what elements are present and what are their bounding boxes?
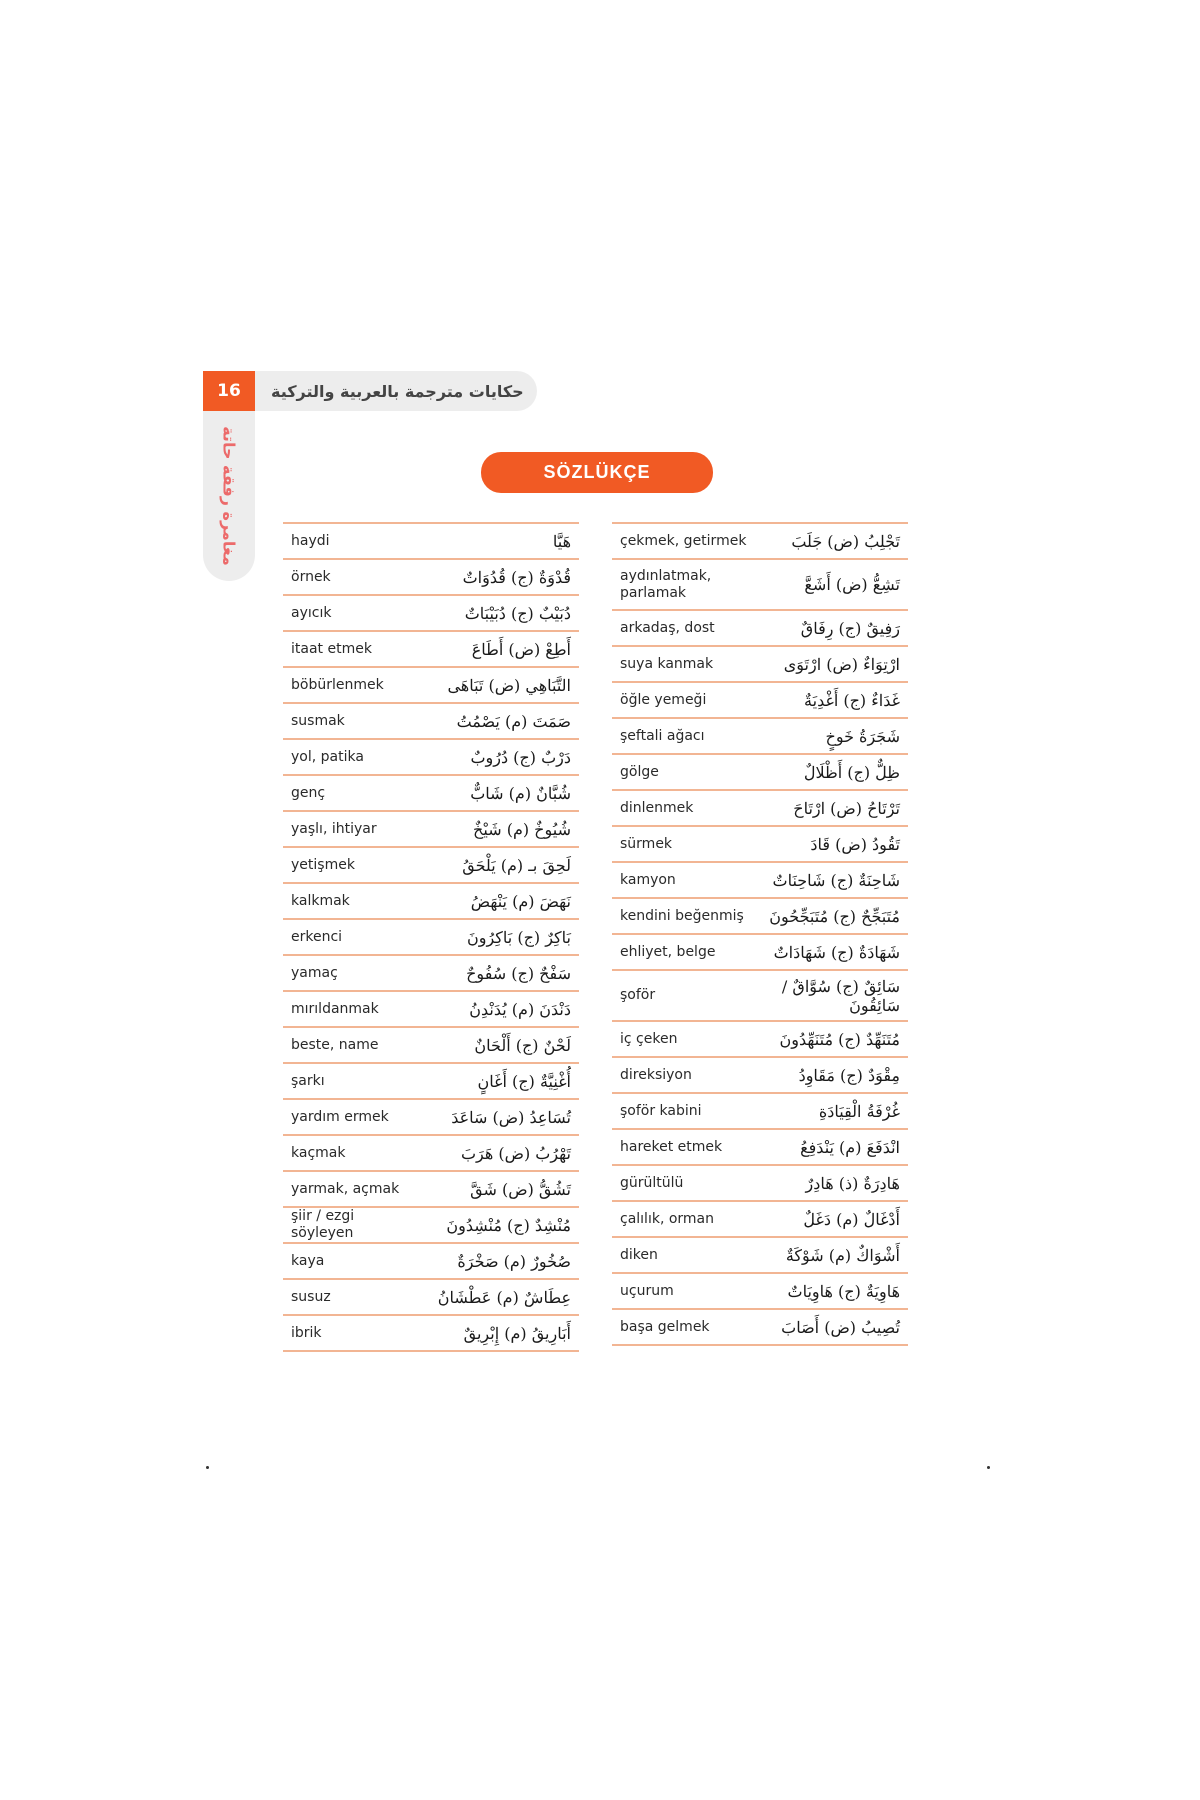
- arabic-term: شُيُوخٌ (م) شَيْخٌ: [473, 819, 571, 839]
- turkish-term: öğle yemeği: [620, 691, 707, 708]
- glossary-row: [283, 668, 579, 704]
- turkish-term: kalkmak: [291, 892, 350, 909]
- glossary-row: [612, 647, 908, 683]
- glossary-row: [612, 971, 908, 1022]
- turkish-term: itaat etmek: [291, 640, 372, 657]
- glossary-row: [283, 920, 579, 956]
- arabic-term: رَفِيقٌ (ج) رِفَاقٌ: [800, 618, 900, 638]
- arabic-term: مُتَنَهِّدٌ (ج) مُتَنَهِّدُونَ: [779, 1029, 900, 1049]
- arabic-term: أَبَارِيقُ (م) إِبْرِيقٌ: [463, 1323, 571, 1343]
- arabic-term: تَجْلِبُ (ض) جَلَبَ: [791, 531, 900, 551]
- arabic-term: شَاحِنَةٌ (ج) شَاحِنَاتٌ: [772, 870, 900, 890]
- glossary-row: [283, 884, 579, 920]
- arabic-term: تَشُقُّ (ض) شَقَّ: [470, 1179, 571, 1199]
- arabic-term: تَشِعُّ (ض) أَشَعَّ: [804, 575, 900, 594]
- arabic-term: أَشْوَاكٌ (م) شَوْكَةٌ: [785, 1245, 900, 1265]
- turkish-term: ehliyet, belge: [620, 943, 716, 960]
- turkish-term: suya kanmak: [620, 655, 714, 672]
- glossary-row: [283, 956, 579, 992]
- arabic-term: لَحْنٌ (ج) أَلْحَانٌ: [474, 1035, 571, 1055]
- arabic-term: تُصِيبُ (ض) أَصَابَ: [781, 1317, 900, 1337]
- turkish-term: beste, name: [291, 1036, 379, 1053]
- arabic-term: مُنْشِدٌ (ج) مُنْشِدُونَ: [446, 1215, 571, 1235]
- turkish-term: şoför kabini: [620, 1102, 702, 1119]
- arabic-term: دُبَيْبٌ (ج) دُبَيْبَاتٌ: [464, 603, 571, 623]
- turkish-term: gürültülü: [620, 1174, 684, 1191]
- arabic-term: تُسَاعِدُ (ض) سَاعَدَ: [451, 1107, 571, 1127]
- glossary-row: [283, 1064, 579, 1100]
- arabic-term: سَائِقٌ (ج) سُوَّاقٌ / سَائِقُونَ: [781, 976, 900, 1015]
- turkish-term: şiir / ezgi söyleyen: [291, 1208, 355, 1241]
- turkish-term: direksiyon: [620, 1066, 692, 1083]
- turkish-term: yamaç: [291, 964, 338, 981]
- glossary-row: [612, 863, 908, 899]
- glossary-row: [612, 1058, 908, 1094]
- turkish-term: çalılık, orman: [620, 1210, 715, 1227]
- turkish-term: susmak: [291, 712, 345, 729]
- turkish-term: iç çeken: [620, 1030, 678, 1047]
- arabic-term: سَفْحٌ (ج) سُفُوحٌ: [466, 963, 571, 983]
- glossary-row: [612, 560, 908, 611]
- turkish-term: haydi: [291, 532, 330, 549]
- glossary-row: [612, 524, 908, 560]
- glossary-row: [612, 827, 908, 863]
- arabic-term: مِقْوَدٌ (ج) مَقَاوِدُ: [798, 1065, 900, 1085]
- arabic-term: تَرْتَاحُ (ض) ارْتَاحَ: [793, 798, 900, 818]
- arabic-term: هَادِرَةٌ (ذ) هَادِرٌ: [805, 1173, 900, 1193]
- arabic-term: ارْتِوَاءٌ (ض) ارْتَوَى: [783, 654, 900, 674]
- turkish-term: sürmek: [620, 835, 673, 852]
- arabic-term: لَحِقَ بـ (م) يَلْحَقُ: [462, 855, 571, 875]
- glossary-row: [612, 935, 908, 971]
- glossary-row: [283, 1208, 579, 1244]
- glossary-row: [612, 683, 908, 719]
- turkish-term: uçurum: [620, 1282, 674, 1299]
- turkish-term: susuz: [291, 1288, 331, 1305]
- turkish-term: mırıldanmak: [291, 1000, 379, 1017]
- glossary-row: [612, 1130, 908, 1166]
- arabic-term: أَدْغَالٌ (م) دَغَلٌ: [803, 1209, 900, 1229]
- glossary-row: [283, 1100, 579, 1136]
- turkish-term: kamyon: [620, 871, 676, 888]
- arabic-term: نَهَضَ (م) يَنْهَضُ: [470, 891, 571, 911]
- arabic-term: تَهْرُبُ (ض) هَرَبَ: [460, 1143, 571, 1163]
- turkish-term: kendini beğenmiş: [620, 907, 744, 924]
- side-tab: [203, 411, 255, 581]
- arabic-term: أُغْنِيَّةٌ (ج) أَغَانٍ: [477, 1071, 571, 1091]
- glossary-row: [283, 524, 579, 560]
- turkish-term: genç: [291, 784, 326, 801]
- glossary-row: [283, 848, 579, 884]
- glossary-row: [283, 776, 579, 812]
- arabic-term: مُتَبَجِّحٌ (ج) مُتَبَجِّحُونَ: [769, 906, 900, 926]
- arabic-term: انْدَفَعَ (م) يَنْدَفِعُ: [800, 1137, 900, 1157]
- turkish-term: şarkı: [291, 1072, 325, 1089]
- turkish-term: yetişmek: [291, 856, 355, 873]
- glossary-row: [612, 1166, 908, 1202]
- glossary-row: [283, 560, 579, 596]
- turkish-term: örnek: [291, 568, 331, 585]
- arabic-term: شَجَرَةُ خَوخٍ: [825, 726, 900, 746]
- turkish-term: yaşlı, ihtiyar: [291, 820, 377, 837]
- arabic-term: شَهَادَةٌ (ج) شَهَادَاتٌ: [773, 942, 900, 962]
- turkish-term: dinlenmek: [620, 799, 694, 816]
- arabic-term: صَمَتَ (م) يَصْمُتُ: [456, 711, 571, 731]
- turkish-term: yardım ermek: [291, 1108, 389, 1125]
- turkish-term: başa gelmek: [620, 1318, 710, 1335]
- glossary-row: [283, 596, 579, 632]
- glossary-row: [612, 1094, 908, 1130]
- turkish-term: erkenci: [291, 928, 343, 945]
- arabic-term: هَيَّا: [552, 531, 571, 551]
- turkish-term: kaçmak: [291, 1144, 346, 1161]
- glossary-row: [283, 740, 579, 776]
- arabic-term: أَطِعْ (ض) أَطَاعَ: [471, 639, 571, 659]
- turkish-term: çekmek, getirmek: [620, 532, 747, 549]
- arabic-term: قُدْوَةٌ (ج) قُدُوَاتٌ: [462, 567, 571, 587]
- glossary-row: [612, 755, 908, 791]
- glossary-row: [283, 1172, 579, 1208]
- turkish-term: ayıcık: [291, 604, 332, 621]
- glossary-row: [612, 611, 908, 647]
- turkish-term: diken: [620, 1246, 658, 1263]
- glossary-row: [612, 719, 908, 755]
- arabic-term: دَنْدَنَ (م) يُدَنْدِنُ: [469, 999, 571, 1019]
- book-title: [235, 371, 537, 411]
- glossary-row: [612, 791, 908, 827]
- arabic-term: بَاكِرٌ (ج) بَاكِرُونَ: [466, 927, 571, 947]
- section-title: SÖZLÜKÇE: [481, 452, 713, 493]
- glossary-row: [612, 1238, 908, 1274]
- book-title-text: حكايات مترجمة بالعربية والتركية: [271, 381, 524, 401]
- arabic-term: التَّبَاهِي (ض) تَبَاهَى: [447, 675, 571, 695]
- side-tab-label: مغامرة رفقة حاتة: [219, 426, 239, 566]
- page-number: 16: [203, 371, 255, 411]
- page-dot-right: [987, 1466, 990, 1469]
- glossary-row: [283, 1280, 579, 1316]
- arabic-term: دَرْبٌ (ج) دُرُوبٌ: [470, 747, 571, 767]
- turkish-term: yarmak, açmak: [291, 1180, 400, 1197]
- glossary-row: [283, 632, 579, 668]
- glossary-row: [612, 1274, 908, 1310]
- turkish-term: şeftali ağacı: [620, 727, 705, 744]
- turkish-term: gölge: [620, 763, 659, 780]
- glossary-row: [283, 812, 579, 848]
- glossary-row: [283, 704, 579, 740]
- arabic-term: ظِلٌّ (ج) أَظْلَالٌ: [803, 762, 900, 782]
- page-dot-left: [206, 1466, 209, 1469]
- arabic-term: غَدَاءٌ (ج) أَغْدِيَةٌ: [804, 690, 900, 710]
- glossary-row: [612, 1202, 908, 1238]
- turkish-term: aydınlatmak, parlamak: [620, 567, 712, 601]
- turkish-term: ibrik: [291, 1324, 322, 1341]
- turkish-term: hareket etmek: [620, 1138, 723, 1155]
- glossary-row: [612, 1310, 908, 1346]
- glossary-column-right: [612, 522, 908, 1346]
- arabic-term: غُرْفَةُ الْقِيَادَةِ: [818, 1101, 900, 1121]
- turkish-term: böbürlenmek: [291, 676, 384, 693]
- glossary-row: [283, 992, 579, 1028]
- glossary-row: [283, 1316, 579, 1352]
- arabic-term: تَقُودُ (ض) قَادَ: [810, 834, 900, 854]
- turkish-term: arkadaş, dost: [620, 619, 715, 636]
- glossary-row: [283, 1136, 579, 1172]
- turkish-term: kaya: [291, 1252, 325, 1269]
- glossary-row: [612, 899, 908, 935]
- glossary-row: [283, 1244, 579, 1280]
- glossary-row: [612, 1022, 908, 1058]
- arabic-term: هَاوِيَةٌ (ج) هَاوِيَاتٌ: [787, 1281, 900, 1301]
- turkish-term: şoför: [620, 987, 656, 1003]
- glossary-column-left: [283, 522, 579, 1352]
- glossary-row: [283, 1028, 579, 1064]
- arabic-term: صُخُورٌ (م) صَخْرَةٌ: [457, 1251, 571, 1271]
- arabic-term: عِطَاشٌ (م) عَطْشَانُ: [437, 1287, 571, 1307]
- arabic-term: شُبَّانٌ (م) شَابٌّ: [470, 783, 571, 803]
- turkish-term: yol, patika: [291, 748, 364, 765]
